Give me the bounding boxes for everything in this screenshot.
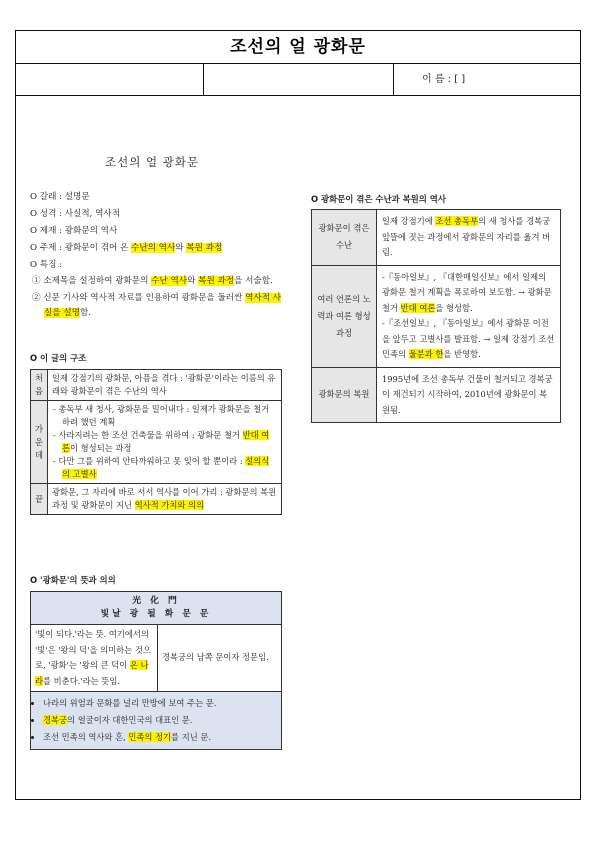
subject-line: O 제재 : 광화문의 역사	[30, 226, 118, 236]
name-field[interactable]: 이 름 : [ ]	[422, 74, 466, 85]
structure-label: 끝	[31, 484, 48, 515]
features-line: O 특징 :	[30, 260, 63, 270]
history-heading: O 광화문이 겪은 수난과 복원의 역사	[311, 194, 446, 204]
theme-line: O 주제 : 광화문이 겪어 온 수난의 역사와 복원 과정	[30, 243, 223, 253]
history-cell: 일제 강점기에 조선 총독부의 새 청사를 경복궁 앞뜰에 짓는 과정에서 광화문의 자리를 옮겨 버림.	[377, 210, 561, 266]
feature-2: ② 신문 기사와 역사적 자료를 인용하여 광화문을 둘러싼 역사적 사실을 설명함.	[32, 293, 282, 318]
character-line: O 성격 : 사실적, 역사적	[30, 209, 121, 219]
list-item: -『조선일보』, 『동아일보』에서 광화문 이전을 앞두고 고별사를 발표함. → 일제 강점기 조선 민족의 울분과 한을 반영함.	[382, 318, 555, 359]
table-row	[31, 370, 282, 401]
structure-label: 처음	[31, 370, 48, 401]
meaning-table	[30, 591, 282, 750]
list-item: - 총독부 새 청사, 광화문을 밀어내다 : 일제가 광화문을 철거하려 했던 계획	[53, 404, 270, 427]
table-row	[312, 265, 561, 367]
history-cell: 1995년에 조선 총독부 건물이 철거되고 경복궁이 재건되기 시작하여, 2010년에 광화문이 복원됨.	[377, 367, 561, 423]
structure-cell: 일제 강점기의 광화문, 아픔을 겪다 : '광화문'이라는 이름의 유래와 광화문이 겪은 수난의 역사	[48, 370, 282, 401]
list-item: -『동아일보』, 『대한매일신보』에서 일제의 광화문 철거 계획을 폭로하여 보도함. → 광화문 철거 반대 여론을 형성함.	[382, 271, 552, 313]
hanja-reading: 빛날 광 될 화 문 문	[100, 609, 212, 619]
meta-info	[30, 189, 285, 323]
list-item: • 조선 민족의 역사와 혼, 민족의 정기를 지닌 문.	[43, 729, 277, 746]
page-title: 조선의 얼 광화문	[230, 37, 366, 57]
meaning-left: '빛이 되다.'라는 뜻. 여기에서의 '빛'은 '왕의 덕'을 의미하는 것으로, '광화'는 '왕의 큰 덕이 온 나라를 비춘다.'라는 뜻임.	[31, 625, 158, 692]
title-row	[16, 31, 580, 64]
table-row	[31, 484, 282, 515]
hanja-cell	[31, 592, 282, 625]
table-row	[312, 367, 561, 423]
history-label: 광화문의 복원	[312, 367, 377, 423]
info-cell-2	[204, 64, 394, 95]
list-item: • 경복궁의 얼굴이자 대한민국의 대표인 문.	[43, 712, 277, 729]
structure-cell	[48, 401, 282, 484]
structure-table	[30, 369, 282, 515]
list-item: - 다만 그를 위하여 안타까워하고 못 잊어 할 뿐이라 : 설의식의 고별사	[53, 456, 270, 479]
table-row	[31, 625, 282, 692]
meaning-heading: O '광화문'의 뜻과 의의	[30, 575, 116, 585]
list-item: • 나라의 위엄과 문화를 널리 만방에 보여 주는 문.	[43, 695, 277, 712]
history-table	[311, 209, 561, 423]
list-item: - 사라지려는 한 조선 건축물을 위하여 : 광화문 철거 반대 여론이 형성되는 과정	[53, 430, 270, 453]
history-label: 광화문이 겪은 수난	[312, 210, 377, 266]
document-title: 조선의 얼 광화문	[105, 155, 200, 169]
info-cell-1	[16, 64, 204, 95]
structure-heading: O 이 글의 구조	[30, 353, 87, 363]
structure-label: 가운데	[31, 401, 48, 484]
table-row	[31, 401, 282, 484]
genre-line: O 갈래 : 설명문	[30, 192, 90, 202]
history-label: 여러 언론의 노력과 여론 형성 과정	[312, 265, 377, 367]
structure-cell: 광화문, 그 자리에 바로 서서 역사를 이어 가리 : 광화문의 복원 과정 및 광화문이 지닌 역사적 가치와 의의	[48, 484, 282, 515]
info-row	[16, 64, 580, 96]
hanja-characters: 光 化 門	[132, 596, 180, 606]
feature-1: ① 소제목을 설정하여 광화문의 수난 역사와 복원 과정을 서술함.	[32, 276, 273, 286]
table-row	[31, 592, 282, 625]
history-cell	[377, 265, 561, 367]
significance-cell	[31, 692, 282, 750]
table-row	[31, 692, 282, 750]
table-row	[312, 210, 561, 266]
meaning-right: 경복궁의 남쪽 문이자 정문임.	[158, 625, 282, 692]
